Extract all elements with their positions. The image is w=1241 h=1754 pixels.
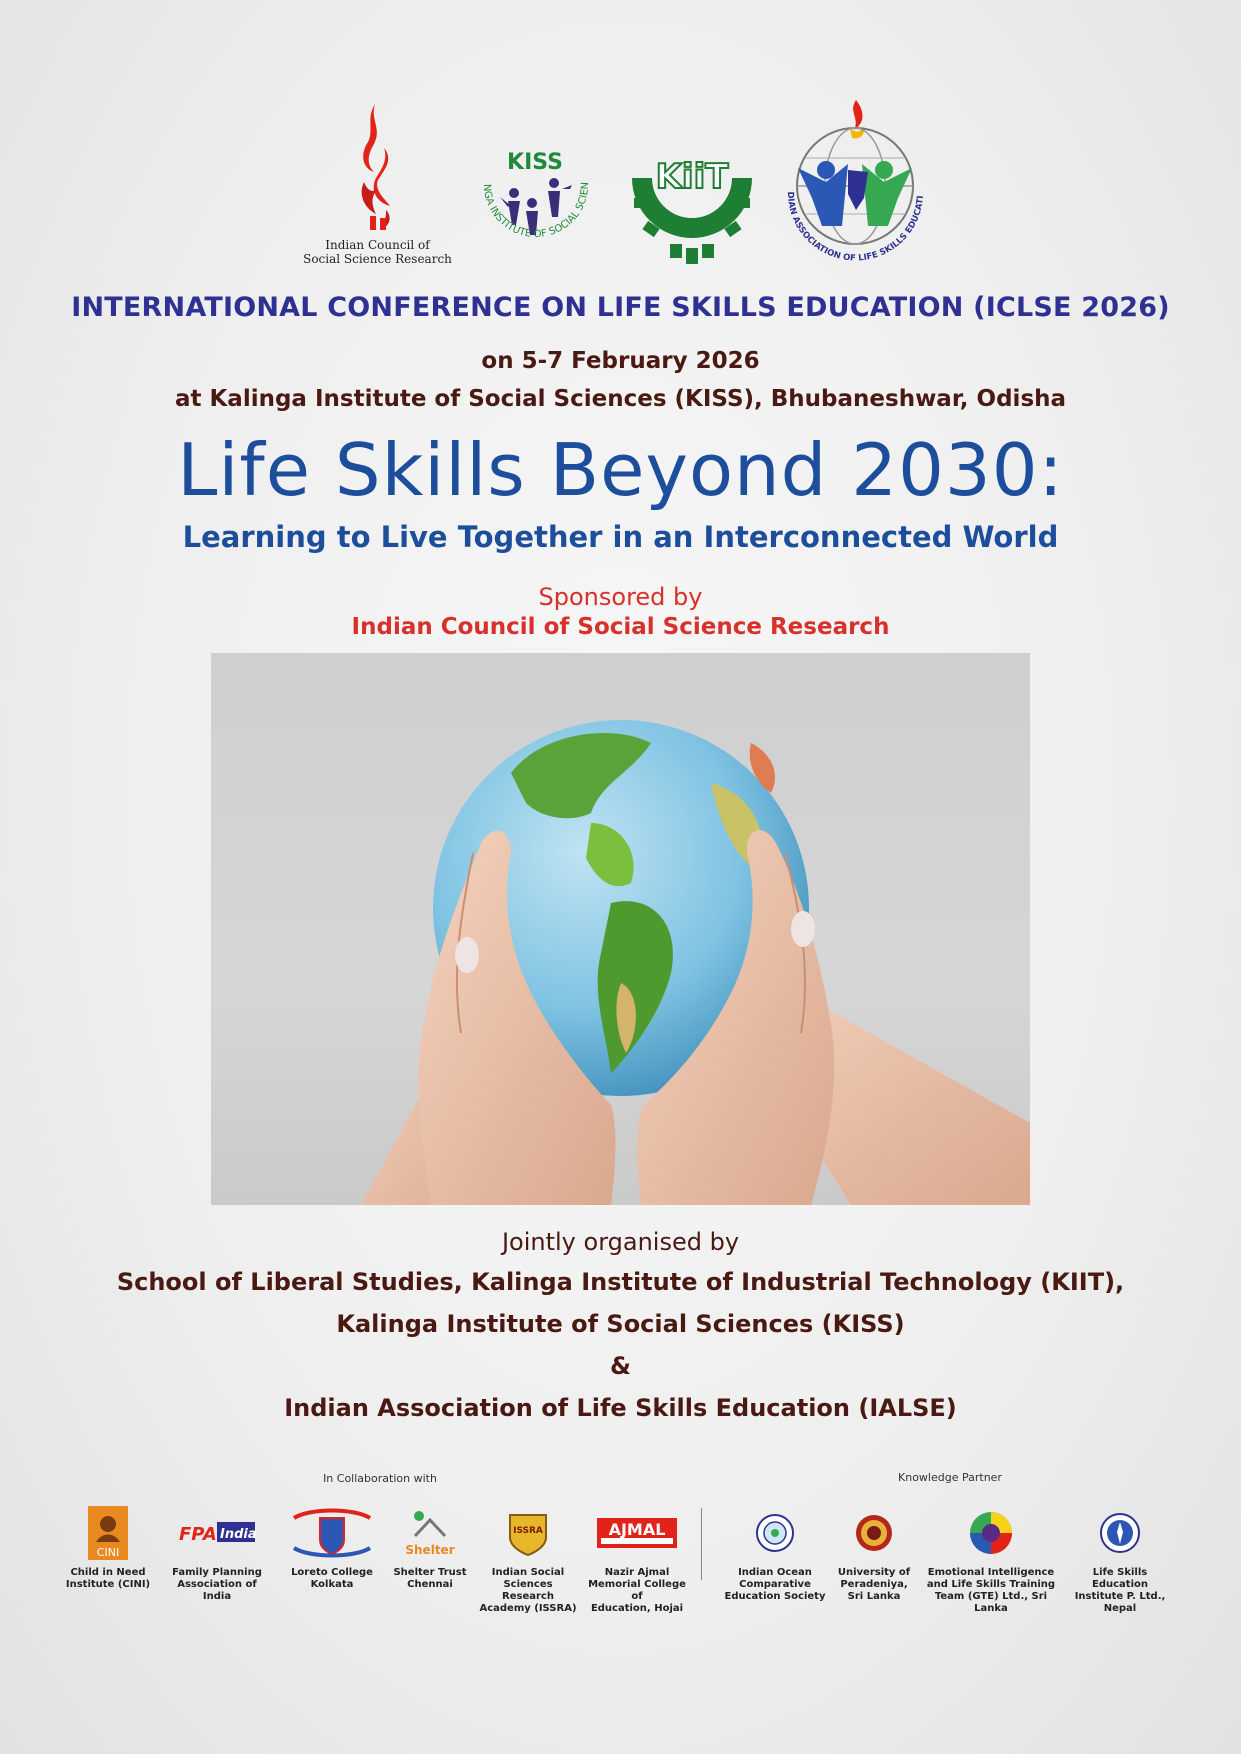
gte-logo-icon <box>918 1505 1064 1561</box>
partner-name-line: Institute (CINI) <box>65 1579 151 1590</box>
partner-name-line: Institute P. Ltd., <box>1074 1591 1166 1602</box>
partner-name-line: Indian Ocean <box>738 1567 812 1578</box>
kiit-logo-text: KiiT <box>655 158 729 197</box>
partner-name-line: Association of India <box>177 1579 257 1602</box>
issra-logo-text: ISSRA <box>513 1526 543 1536</box>
partner-name-line: Nepal <box>1103 1603 1137 1614</box>
partner-name-line: Team (GTE) Ltd., Sri Lanka <box>934 1591 1048 1614</box>
issra-logo <box>478 1505 578 1561</box>
partner-name-line: Memorial College of <box>588 1579 686 1602</box>
collaboration-label: In Collaboration with <box>323 1472 437 1485</box>
fpa-india-logo <box>164 1505 270 1561</box>
conference-date: on 5-7 February 2026 <box>481 348 760 374</box>
organiser-ampersand: & <box>610 1352 631 1380</box>
partner-name-line: Emotional Intelligence <box>927 1567 1055 1578</box>
knowledge-partner-peradeniya <box>836 1505 912 1603</box>
icssr-logo <box>300 98 455 268</box>
theme-subheadline: Learning to Live Together in an Interconnected World <box>182 520 1059 554</box>
organiser-kiss: Kalinga Institute of Social Sciences (KISS) <box>336 1310 905 1338</box>
partner-name-line: Indian Social <box>491 1567 565 1578</box>
ajmal-logo <box>584 1505 690 1561</box>
kiss-ring-text: NGA INSTITUTE OF SOCIAL SCIEN <box>480 181 592 241</box>
partner-name-line: Loreto College <box>291 1567 373 1578</box>
shelter-logo-text: Shelter <box>405 1543 455 1557</box>
knowledge-partner-gte <box>918 1505 1064 1615</box>
ajmal-logo-text: AJMAL <box>608 1520 666 1539</box>
partner-name-line: University of <box>837 1567 911 1578</box>
partner-cini <box>62 1505 154 1591</box>
kiss-logo <box>470 145 600 270</box>
partner-name-line: Sri Lanka <box>847 1591 901 1602</box>
conference-title: INTERNATIONAL CONFERENCE ON LIFE SKILLS EDUCATION (ICLSE 2026) <box>71 292 1170 323</box>
cini-logo-text: CINI <box>96 1546 120 1559</box>
ialse-people-icon <box>798 161 912 226</box>
partner-name-line: Education, Hojai <box>590 1603 684 1614</box>
loreto-crest-icon <box>284 1505 380 1561</box>
svg-text:India: India <box>220 1527 257 1542</box>
ialse-ring-text: DIAN ASSOCIATION OF LIFE SKILLS EDUCATI <box>784 191 926 264</box>
icssr-caption-line1: Indian Council of <box>325 238 430 252</box>
partner-name-line: Family Planning <box>172 1567 262 1578</box>
partner-name-line: Comparative <box>739 1579 811 1590</box>
knowledge-partner-lsei-nepal <box>1064 1505 1176 1615</box>
partner-issra <box>478 1505 578 1615</box>
svg-text:FPA: FPA <box>179 1524 217 1545</box>
ialse-torch-flame-icon <box>853 100 862 130</box>
partner-name-line: Academy (ISSRA) <box>479 1603 577 1614</box>
partner-name-line: and Life Skills Training <box>926 1579 1056 1590</box>
partner-name-line: Sciences Research <box>502 1579 554 1602</box>
partner-name-line: Education Society <box>724 1591 826 1602</box>
partner-name-line: Nazir Ajmal <box>604 1567 670 1578</box>
knowledge-partner-iocesi <box>720 1505 830 1603</box>
organisers-label: Jointly organised by <box>501 1228 740 1256</box>
partner-name-line: Chennai <box>407 1579 453 1590</box>
theme-headline: Life Skills Beyond 2030: <box>177 428 1064 512</box>
kiit-logo <box>622 158 762 268</box>
partner-nazir-ajmal <box>584 1505 690 1615</box>
organiser-kiit: School of Liberal Studies, Kalinga Institute of Industrial Technology (KIIT), <box>116 1268 1125 1296</box>
sponsor-label: Sponsored by <box>538 583 703 611</box>
partner-name-line: Shelter Trust <box>393 1567 467 1578</box>
ialse-logo <box>778 98 933 268</box>
icssr-caption-line2: Social Science Research <box>303 252 452 266</box>
partner-name-line: Kolkata <box>310 1579 354 1590</box>
icssr-caption <box>300 238 455 266</box>
partner-name-line: Life Skills Education <box>1092 1567 1148 1590</box>
partner-divider <box>701 1508 702 1580</box>
organiser-ialse: Indian Association of Life Skills Education (IALSE) <box>284 1394 957 1422</box>
lsei-seal-icon <box>1064 1505 1176 1561</box>
partner-fpa-india <box>164 1505 270 1603</box>
iocesi-seal-icon <box>720 1505 830 1561</box>
sponsor-name: Indian Council of Social Science Research <box>351 614 890 640</box>
cini-logo <box>62 1505 154 1561</box>
peradeniya-seal-icon <box>836 1505 912 1561</box>
knowledge-partner-label: Knowledge Partner <box>898 1471 1002 1484</box>
partner-name-line: Peradeniya, <box>840 1579 908 1590</box>
icssr-flame-emblem <box>300 98 455 238</box>
partner-loreto-college <box>284 1505 380 1591</box>
hero-image-hands-globe <box>211 653 1030 1205</box>
partner-shelter-trust <box>390 1505 470 1591</box>
partner-name-line: Child in Need <box>70 1567 146 1578</box>
kiss-logo-title: KISS <box>507 150 563 175</box>
conference-venue: at Kalinga Institute of Social Sciences (KISS), Bhubaneshwar, Odisha <box>174 386 1067 412</box>
shelter-trust-logo <box>390 1505 470 1561</box>
